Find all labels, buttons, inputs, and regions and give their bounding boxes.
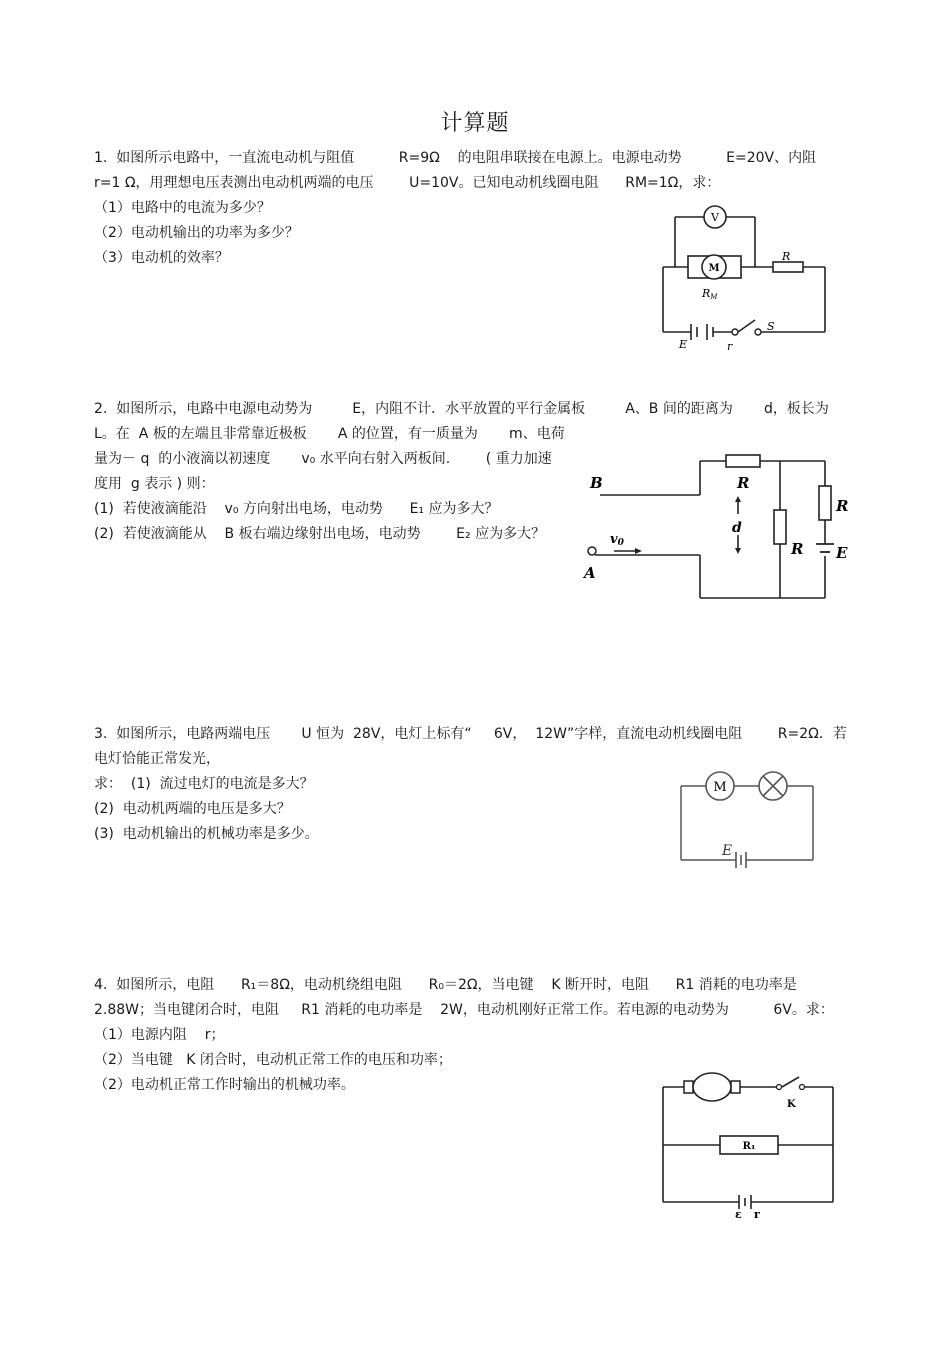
q2-line: (2) 若使液滴能从 B 板右端边缘射出电场，电动势 E₂ 应为多大？ bbox=[94, 526, 546, 542]
q4-line: （1）电源内阻 r； bbox=[94, 1027, 225, 1043]
switch-s-label: S bbox=[767, 320, 775, 333]
q4-line: 4. 如图所示，电阻 R₁＝8Ω，电动机绕组电阻 R₀＝2Ω，当电键 K 断开时，电阻 R1 消耗的电功率是 bbox=[94, 977, 797, 993]
switch-terminal bbox=[800, 1085, 805, 1090]
q3-line: 电灯恰能正常发光， bbox=[94, 751, 220, 767]
battery-icon bbox=[739, 1195, 751, 1209]
droplet-icon bbox=[588, 547, 596, 555]
resistor-r-label: R bbox=[836, 497, 849, 515]
q4-line: 2.88W；当电键闭合时，电阻 R1 消耗的电功率是 2W，电动机刚好正常工作。若电源的电动势为 6V。求： bbox=[94, 1002, 834, 1018]
q4-line: （2）当电键 K 闭合时，电动机正常工作的电压和功率； bbox=[94, 1052, 452, 1068]
voltmeter-label: V bbox=[711, 211, 719, 224]
q3-circuit-diagram bbox=[675, 765, 820, 870]
q2-circuit-diagram bbox=[580, 450, 855, 605]
resistor-r-label: R bbox=[782, 250, 791, 263]
motor-label: M bbox=[713, 780, 727, 795]
battery-icon bbox=[691, 324, 713, 340]
rm-label: RM bbox=[702, 287, 718, 301]
q2-line: 量为－ q 的小液滴以初速度 v₀ 水平向右射入两板间. ( 重力加速 bbox=[94, 451, 552, 467]
resistor-r-label: R bbox=[737, 474, 750, 492]
switch-terminal bbox=[777, 1085, 782, 1090]
q1-line: （1）电路中的电流为多少？ bbox=[94, 200, 271, 216]
q2-line: 度用 g 表示 ) 则： bbox=[94, 476, 215, 492]
q3-line: 3. 如图所示，电路两端电压 U 恒为 28V，电灯上标有“ 6V， 12W”字样，直流电动机线圈电阻 R=2Ω．若 bbox=[94, 726, 847, 742]
page-title: 计算题 bbox=[440, 111, 510, 136]
q2-line: (1) 若使液滴能沿 v₀ 方向射出电场，电动势 E₁ 应为多大？ bbox=[94, 501, 499, 517]
emf-label: E bbox=[679, 338, 688, 351]
q3-line: 求： (1) 流过电灯的电流是多大？ bbox=[94, 776, 314, 792]
switch-terminal bbox=[732, 329, 738, 335]
plate-b-label: B bbox=[590, 474, 603, 492]
q2-line: L。在 A 板的左端且非常靠近极板 A 的位置，有一质量为 m、电荷 bbox=[94, 426, 565, 442]
q1-line: r=1 Ω，用理想电压表测出电动机两端的电压 U=10V。已知电动机线圈电阻 RM=1Ω，求： bbox=[94, 175, 721, 191]
q4-line: （2）电动机正常工作时输出的机械功率。 bbox=[94, 1077, 355, 1093]
q1-line: 1. 如图所示电路中，一直流电动机与阻值 R=9Ω 的电阻串联接在电源上。电源电动势 E=20V、内阻 bbox=[94, 150, 817, 166]
internal-r-label: r bbox=[727, 340, 733, 353]
emf-epsilon-label: ε bbox=[735, 1208, 742, 1221]
switch-k-label: K bbox=[787, 1099, 796, 1110]
lamp-icon bbox=[759, 772, 787, 800]
q3-line: (3) 电动机输出的机械功率是多少。 bbox=[94, 826, 319, 842]
battery-icon bbox=[736, 852, 746, 868]
resistor-r1-label: R₁ bbox=[742, 1141, 756, 1152]
q1-circuit-diagram bbox=[655, 200, 835, 360]
distance-d-label: d bbox=[732, 520, 742, 536]
q3-line: (2) 电动机两端的电压是多大？ bbox=[94, 801, 291, 817]
plate-a-label: A bbox=[584, 564, 596, 582]
motor-label: M bbox=[708, 263, 720, 274]
q4-circuit-diagram bbox=[655, 1065, 840, 1220]
resistor-r-label: R bbox=[791, 540, 804, 558]
internal-r-label: r bbox=[754, 1208, 760, 1221]
switch-terminal bbox=[755, 329, 761, 335]
motor-icon bbox=[684, 1073, 740, 1101]
velocity-v0-label: v0 bbox=[610, 532, 624, 548]
battery-icon bbox=[816, 544, 834, 552]
emf-label: E bbox=[836, 544, 848, 562]
q2-line: 2. 如图所示，电路中电源电动势为 E，内阻不计．水平放置的平行金属板 A、B 间的距离为 d，板长为 bbox=[94, 401, 829, 417]
q1-line: （2）电动机输出的功率为多少？ bbox=[94, 225, 299, 241]
q1-line: （3）电动机的效率？ bbox=[94, 250, 229, 266]
emf-label: E bbox=[722, 843, 733, 859]
